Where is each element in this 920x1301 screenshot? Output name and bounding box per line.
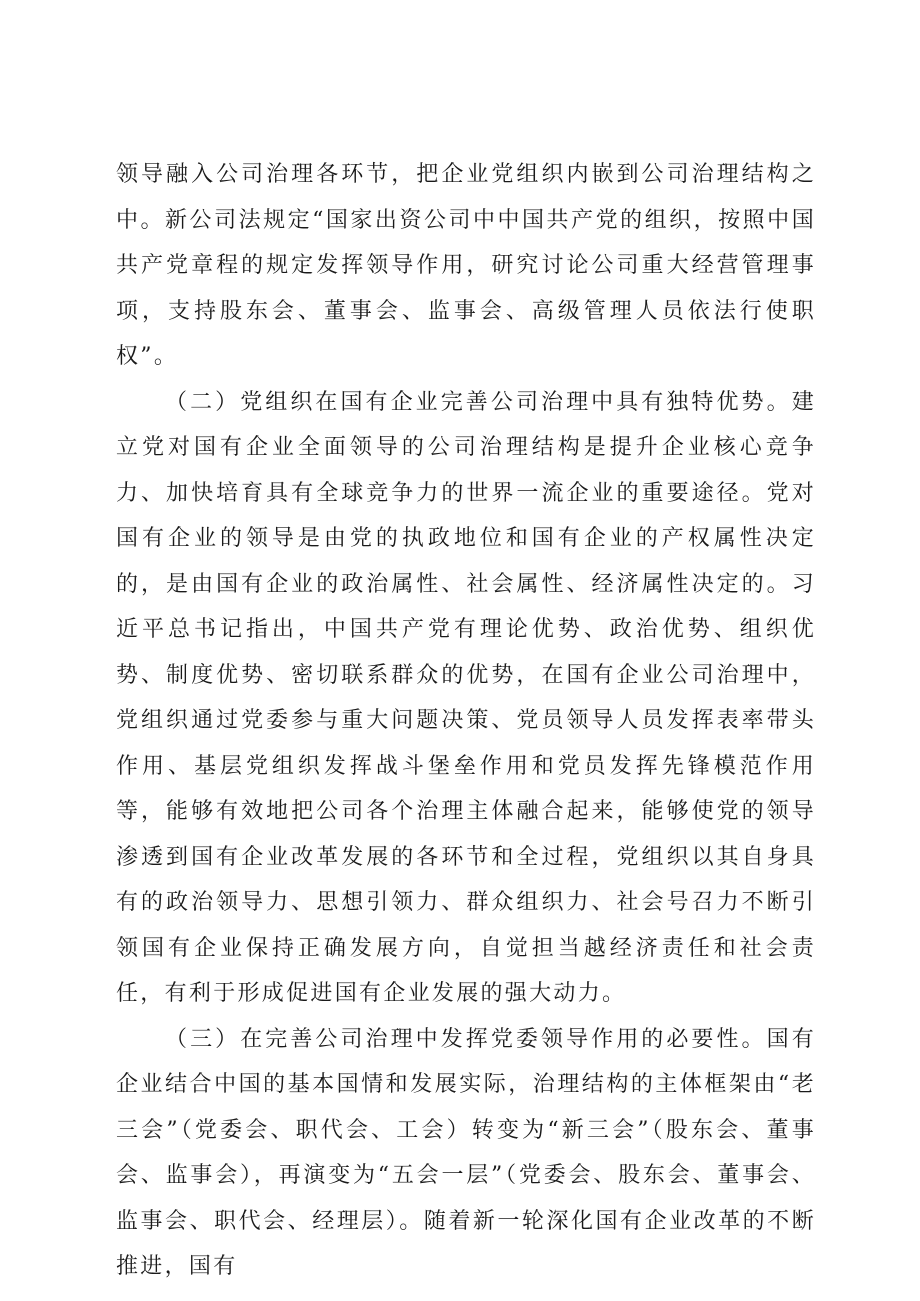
paragraph-3: （三）在完善公司治理中发挥党委领导作用的必要性。国有企业结合中国的基本国情和发展实际，治理结构的主体框架由“老三会”（党委会、职代会、工会）转变为“新三会”（股东会、董事会、监事会），再演变为“五会一层”（党委会、股东会、董事会、监事会、职代会、经理层）。随着新一轮深化国有企业改革的不断推进，国有 — [116, 1026, 816, 1279]
document-body — [116, 152, 816, 1290]
paragraph-1: 领导融入公司治理各环节，把企业党组织内嵌到公司治理结构之中。新公司法规定“国家出资公司中中国共产党的组织，按照中国共产党章程的规定发挥领导作用，研究讨论公司重大经营管理事项，支持股东会、董事会、监事会、高级管理人员依法行使职权”。 — [116, 162, 816, 369]
paragraph-2: （二）党组织在国有企业完善公司治理中具有独特优势。建立党对国有企业全面领导的公司治理结构是提升企业核心竞争力、加快培育具有全球竞争力的世界一流企业的重要途径。党对国有企业的领导是由党的执政地位和国有企业的产权属性决定的，是由国有企业的政治属性、社会属性、经济属性决定的。习近平总书记指出，中国共产党有理论优势、政治优势、组织优势、制度优势、密切联系群众的优势，在国有企业公司治理中，党组织通过党委参与重大问题决策、党员领导人员发挥表率带头作用、基层党组织发挥战斗堡垒作用和党员发挥先锋模范作用等，能够有效地把公司各个治理主体融合起来，能够使党的领导渗透到国有企业改革发展的各环节和全过程，党组织以其自身具有的政治领导力、思想引领力、群众组织力、社会号召力不断引领国有企业保持正确发展方向，自觉担当越经济责任和社会责任，有利于形成促进国有企业发展的强大动力。 — [116, 389, 816, 1006]
